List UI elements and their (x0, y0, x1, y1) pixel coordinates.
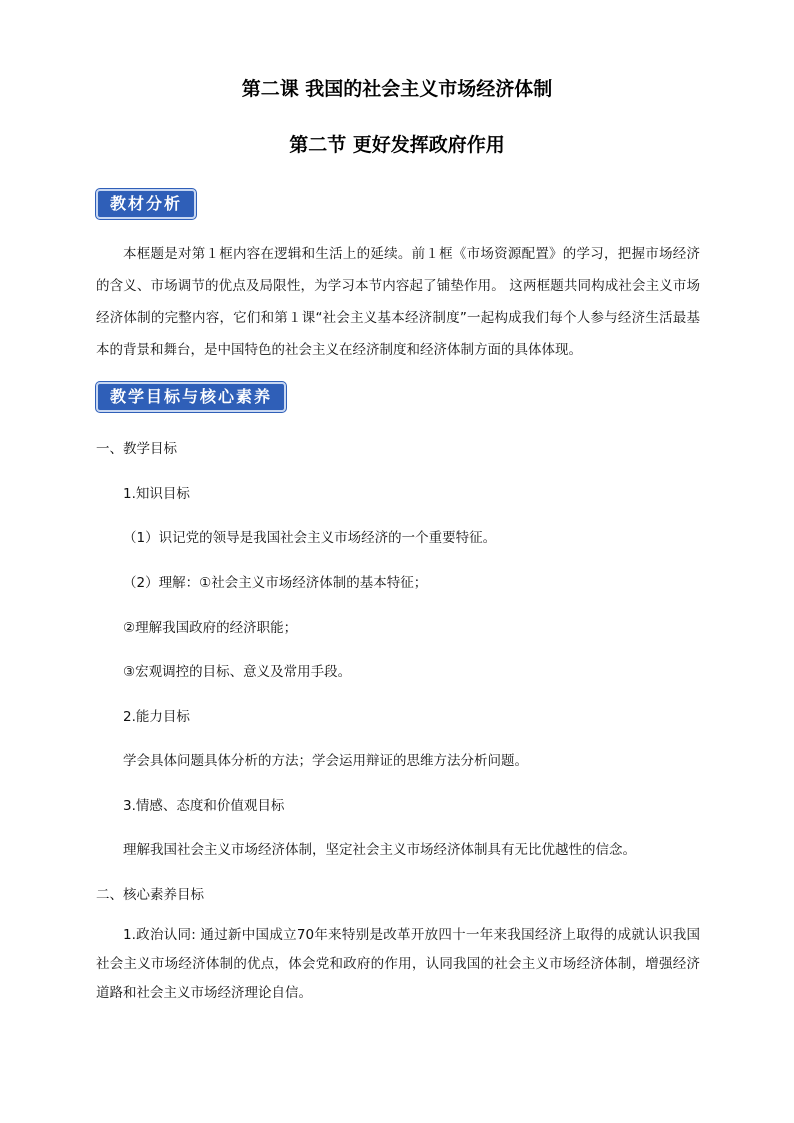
emotion-goals-text: 理解我国社会主义市场经济体制，坚定社会主义市场经济体制具有无比优越性的信念。 (123, 842, 636, 858)
knowledge-goals-title: 1.知识目标 (123, 486, 190, 502)
knowledge-item-4: ③宏观调控的目标、意义及常用手段。 (123, 664, 352, 680)
goals-badge: 教学目标与核心素养 (96, 382, 286, 412)
lesson-title: 第二课 我国的社会主义市场经济体制 (241, 78, 553, 100)
knowledge-item-2: （2）理解：①社会主义市场经济体制的基本特征； (123, 575, 428, 591)
teaching-goals-heading: 一、教学目标 (96, 441, 177, 457)
core-literacy-heading: 二、核心素养目标 (96, 887, 204, 903)
ability-goals-text: 学会具体问题具体分析的方法；学会运用辩证的思维方法分析问题。 (123, 753, 528, 769)
analysis-badge: 教材分析 (96, 189, 196, 219)
emotion-goals-title: 3.情感、态度和价值观目标 (123, 798, 285, 814)
knowledge-item-3: ②理解我国政府的经济职能； (123, 620, 298, 636)
ability-goals-title: 2.能力目标 (123, 709, 190, 725)
section-title: 第二节 更好发挥政府作用 (289, 134, 505, 156)
knowledge-item-1: （1）识记党的领导是我国社会主义市场经济的一个重要特征。 (123, 530, 497, 546)
analysis-paragraph: 本框题是对第１框内容在逻辑和生活上的延续。前１框《市场资源配置》的学习，把握市场经济的含义、市场调节的优点及局限性，为学习本节内容起了铺垫作用。 这两框题共同构成社会主义市场经济体制的完整内容，它们和第１课“社会主义基本经济制度”一起构成我们每个人参与经济生活最基本的背景和舞台，是中国特色的社会主义在经济制度和经济体制方面的具体体现。 (96, 246, 700, 358)
core-literacy-paragraph: 1.政治认同: 通过新中国成立70年来特别是改革开放四十一年来我国经济上取得的成就认识我国社会主义市场经济体制的优点，体会党和政府的作用，认同我国的社会主义市场经济体制，增强经济道路和社会主义市场经济理论自信。 (96, 927, 700, 1001)
